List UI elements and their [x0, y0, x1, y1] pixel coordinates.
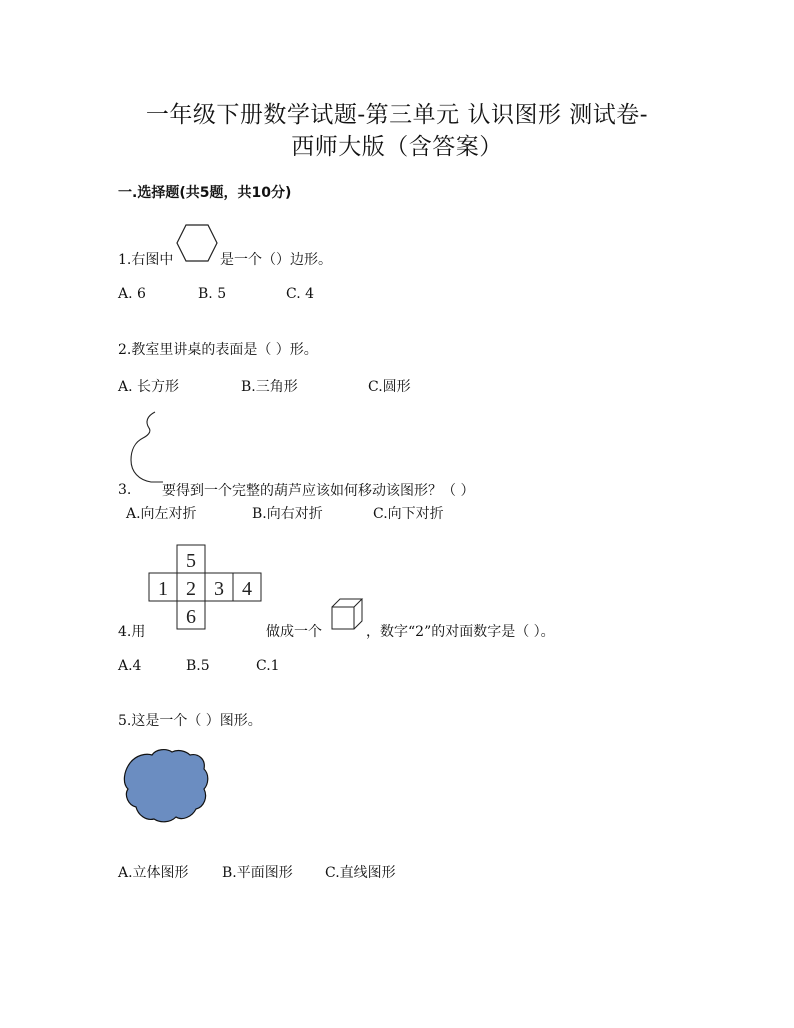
- question-5-option-b[interactable]: B.平面图形: [222, 865, 293, 881]
- net-cell-1: 1: [158, 578, 168, 600]
- hexagon-icon: [176, 224, 218, 262]
- net-cell-2: 2: [186, 578, 196, 600]
- question-1-option-c[interactable]: C. 4: [286, 286, 315, 302]
- question-5-option-a[interactable]: A.立体图形: [118, 865, 189, 881]
- net-cell-top: 5: [186, 550, 196, 572]
- question-4-option-b[interactable]: B.5: [186, 658, 210, 674]
- page-title-line-1: 一年级下册数学试题-第三单元 认识图形 测试卷-: [145, 102, 649, 128]
- question-2-option-a[interactable]: A. 长方形: [118, 379, 180, 395]
- question-1-suffix: 是一个（）边形。: [220, 252, 332, 268]
- half-gourd-icon: [125, 410, 175, 490]
- section-heading: 一.选择题(共5题，共10分): [118, 185, 292, 201]
- question-5-option-c[interactable]: C.直线图形: [325, 865, 396, 881]
- question-3-option-b[interactable]: B.向右对折: [252, 506, 323, 522]
- net-cell-bottom: 6: [186, 606, 196, 628]
- question-2-option-c[interactable]: C.圆形: [368, 379, 411, 395]
- question-2-option-b[interactable]: B.三角形: [241, 379, 298, 395]
- question-1-option-a[interactable]: A. 6: [118, 286, 146, 302]
- question-1-prefix: 1.右图中: [118, 252, 174, 268]
- question-4-option-a[interactable]: A.4: [118, 658, 142, 674]
- question-2-text: 2.教室里讲桌的表面是（ ）形。: [118, 342, 318, 358]
- net-cell-4: 4: [242, 578, 252, 600]
- page-title-line-2: 西师大版（含答案）: [291, 134, 503, 160]
- net-cell-3: 3: [214, 578, 224, 600]
- question-3-text: 要得到一个完整的葫芦应该如何移动该图形？（ ）: [162, 483, 475, 499]
- question-5-text: 5.这是一个（ ）图形。: [118, 713, 262, 729]
- question-4-suffix: ，数字“2”的对面数字是（ ）。: [366, 624, 555, 640]
- irregular-blob-icon: [120, 745, 212, 825]
- question-1-option-b[interactable]: B. 5: [198, 286, 227, 302]
- question-4-option-c[interactable]: C.1: [256, 658, 280, 674]
- question-3-option-c[interactable]: C.向下对折: [373, 506, 444, 522]
- cube-icon: [331, 598, 363, 632]
- question-4-middle: 做成一个: [266, 624, 322, 640]
- question-4-prefix: 4.用: [118, 624, 146, 640]
- question-3-number: 3.: [118, 482, 132, 498]
- cube-net-figure: [148, 544, 264, 632]
- question-3-option-a[interactable]: A.向左对折: [126, 506, 197, 522]
